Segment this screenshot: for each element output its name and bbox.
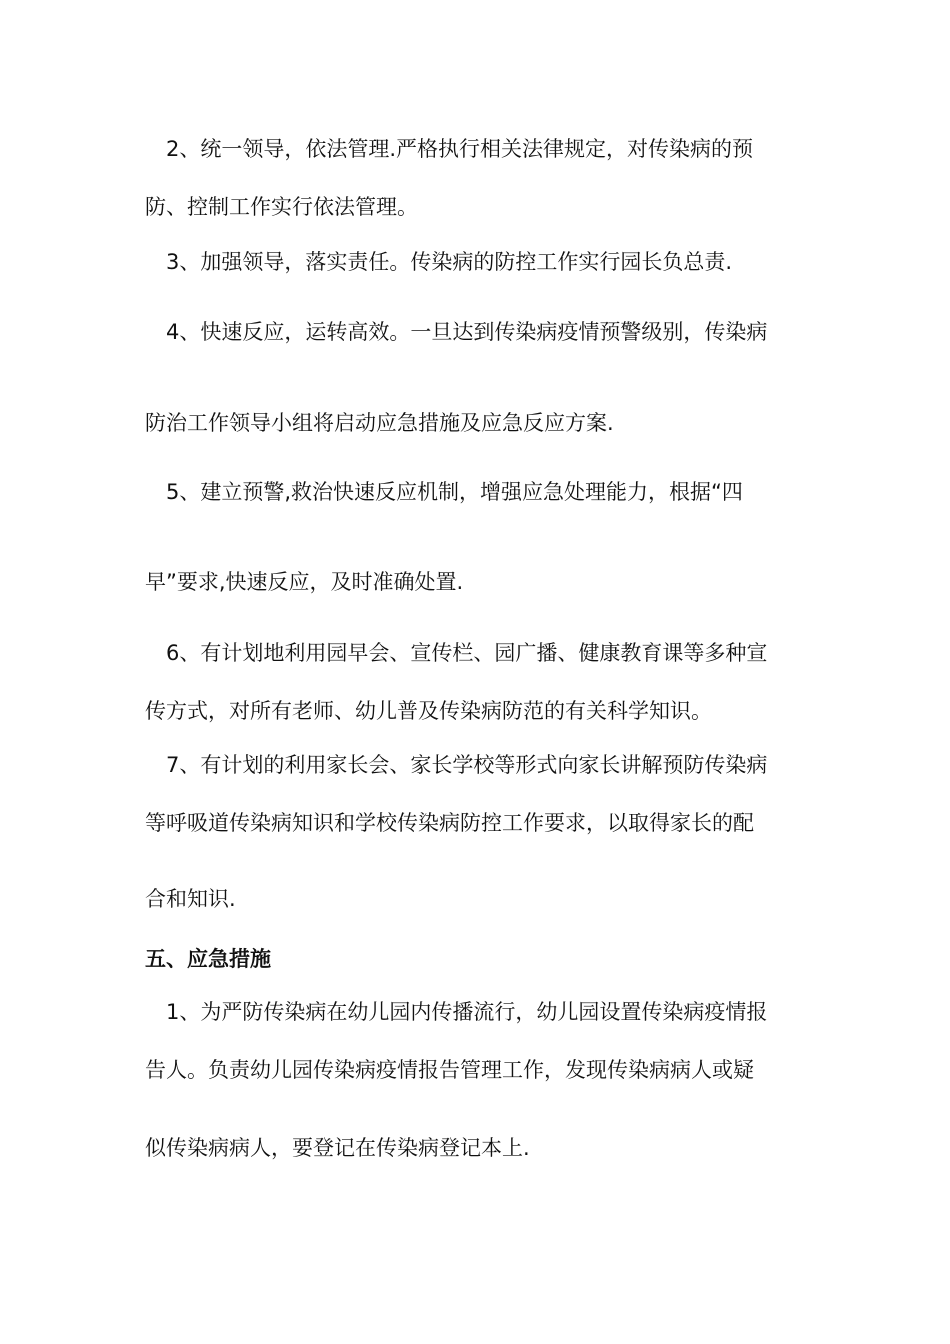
paragraph-5-line-1: 5、建立预警,救治快速反应机制，增强应急处理能力，根据“四 — [166, 480, 743, 504]
paragraph-2-line-1: 2、统一领导，依法管理.严格执行相关法律规定，对传染病的预 — [166, 137, 754, 161]
paragraph-4-line-1: 4、快速反应，运转高效。一旦达到传染病疫情预警级别，传染病 — [166, 320, 768, 344]
paragraph-3-line-1: 3、加强领导，落实责任。传染病的防控工作实行园长负总责. — [166, 250, 733, 274]
paragraph-2-line-2: 防、控制工作实行依法管理。 — [145, 195, 418, 219]
section-heading-emergency-measures: 五、应急措施 — [145, 947, 271, 971]
section-paragraph-1-line-2: 告人。负责幼儿园传染病疫情报告管理工作，发现传染病病人或疑 — [145, 1058, 754, 1082]
paragraph-6-line-2: 传方式，对所有老师、幼儿普及传染病防范的有关科学知识。 — [145, 699, 712, 723]
section-paragraph-1-line-3: 似传染病病人，要登记在传染病登记本上. — [145, 1136, 530, 1160]
paragraph-7-line-2: 等呼吸道传染病知识和学校传染病防控工作要求，以取得家长的配 — [145, 811, 754, 835]
section-paragraph-1-line-1: 1、为严防传染病在幼儿园内传播流行，幼儿园设置传染病疫情报 — [166, 1000, 768, 1024]
paragraph-7-line-3: 合和知识. — [145, 887, 236, 911]
paragraph-7-line-1: 7、有计划的利用家长会、家长学校等形式向家长讲解预防传染病 — [166, 753, 768, 777]
paragraph-6-line-1: 6、有计划地利用园早会、宣传栏、园广播、健康教育课等多种宣 — [166, 641, 768, 665]
paragraph-4-line-2: 防治工作领导小组将启动应急措施及应急反应方案. — [145, 411, 614, 435]
paragraph-5-line-2: 早”要求,快速反应，及时准确处置. — [145, 570, 464, 594]
